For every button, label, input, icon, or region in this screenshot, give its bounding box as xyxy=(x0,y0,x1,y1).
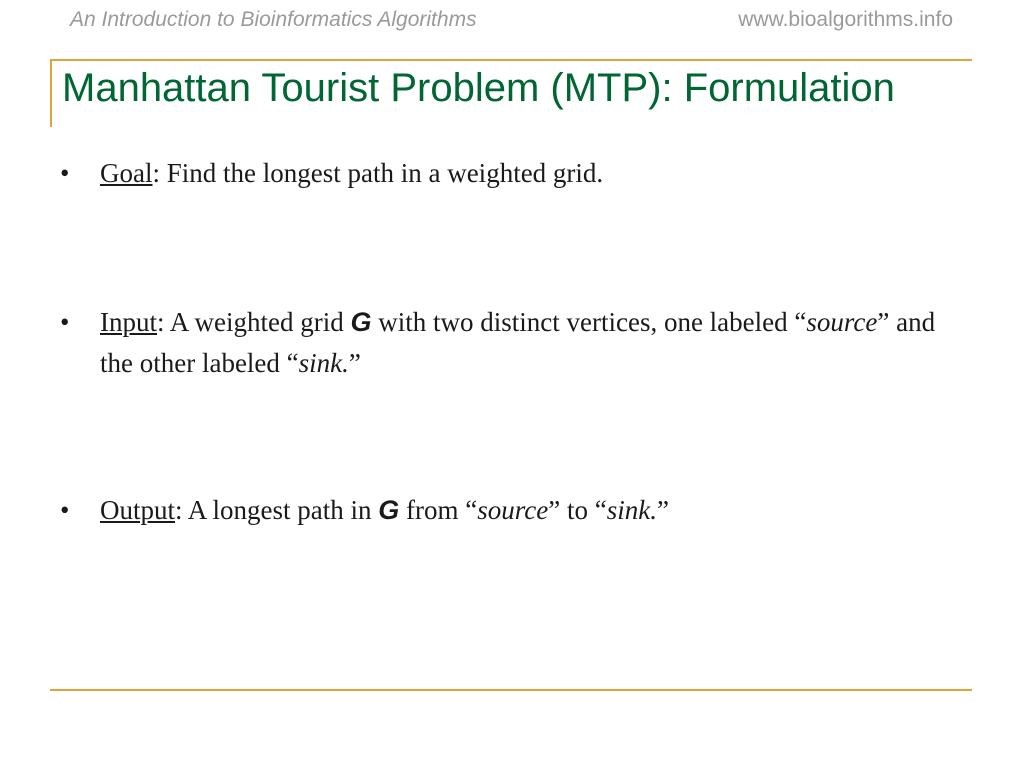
title-left-rule xyxy=(50,59,52,127)
output-text-part: from “ xyxy=(399,495,478,525)
sink-term: sink. xyxy=(606,495,657,525)
input-label: Input xyxy=(100,307,157,337)
bullet-output-text xyxy=(100,490,940,531)
grid-symbol-g: G xyxy=(350,307,372,337)
bullet-dot: • xyxy=(60,307,70,337)
output-label: Output xyxy=(100,495,176,525)
goal-description: : Find the longest path in a weighted grid. xyxy=(152,158,604,188)
output-text-part: : A longest path in xyxy=(175,495,379,525)
input-text-part: with two distinct vertices, one labeled “ xyxy=(371,307,807,337)
bullet-goal-text xyxy=(100,153,940,194)
goal-label: Goal xyxy=(100,158,153,188)
bullet-dot: • xyxy=(60,495,70,525)
slide-title: Manhattan Tourist Problem (MTP): Formulation xyxy=(62,66,895,110)
grid-symbol-g: G xyxy=(378,495,400,525)
input-text-part: : A weighted grid xyxy=(157,307,351,337)
bullet-output xyxy=(60,490,940,531)
course-title: An Introduction to Bioinformatics Algorithms xyxy=(70,8,477,31)
output-text-part: ” to “ xyxy=(548,495,607,525)
bullet-input-text xyxy=(100,302,940,384)
source-term: source xyxy=(806,307,878,337)
bullet-input xyxy=(60,302,940,384)
sink-term: sink. xyxy=(298,348,349,378)
source-term: source xyxy=(477,495,549,525)
bullet-dot: • xyxy=(60,158,70,188)
bullet-goal xyxy=(60,153,940,194)
input-text-part: ” xyxy=(348,348,361,378)
output-text-part: ” xyxy=(656,495,669,525)
title-top-rule xyxy=(50,59,972,61)
footer-rule xyxy=(50,689,972,691)
input-text-part: ” and the other labeled “ xyxy=(100,307,936,378)
website-url: www.bioalgorithms.info xyxy=(738,8,953,31)
